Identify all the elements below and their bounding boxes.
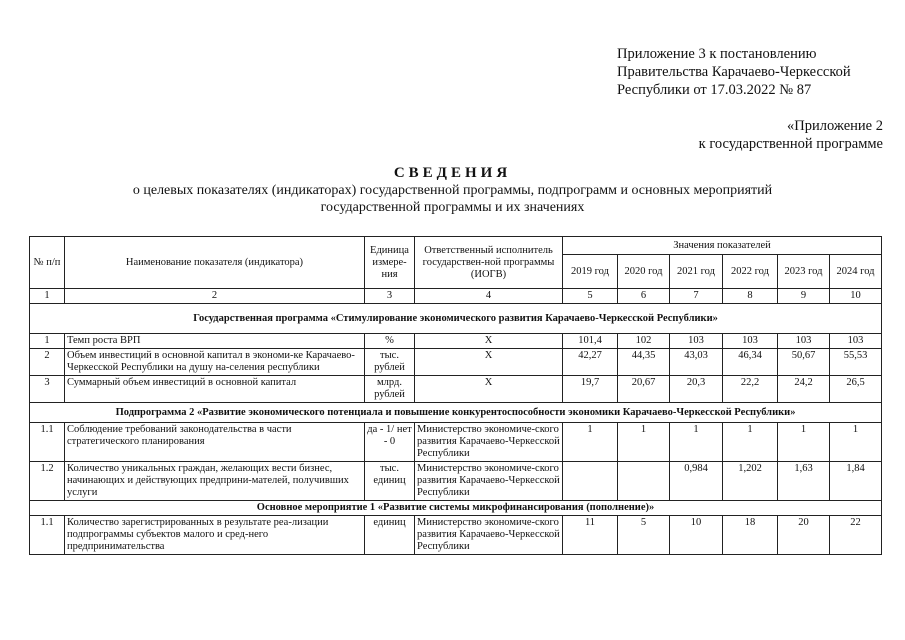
column-number: 7	[670, 289, 723, 304]
header-year: 2019 год	[563, 255, 618, 289]
executor: Министерство экономиче-ского развития Карачаево-Черкесской Республики	[415, 423, 563, 462]
value-cell: 1	[830, 423, 882, 462]
document-subtitle	[60, 182, 845, 216]
table-row	[30, 462, 882, 501]
unit: %	[365, 334, 415, 349]
unit: да - 1/ нет - 0	[365, 423, 415, 462]
value-cell: 43,03	[670, 349, 723, 376]
indicator-name: Объем инвестиций в основной капитал в экономи-ке Карачаево-Черкесской Республики на душу на-селения республики	[65, 349, 365, 376]
column-number: 9	[778, 289, 830, 304]
value-cell	[563, 462, 618, 501]
value-cell: 55,53	[830, 349, 882, 376]
value-cell: 50,67	[778, 349, 830, 376]
value-cell: 1,84	[830, 462, 882, 501]
value-cell: 44,35	[618, 349, 670, 376]
row-number: 1	[30, 334, 65, 349]
value-cell: 1	[723, 423, 778, 462]
section-row	[30, 304, 882, 334]
document-title: СВЕДЕНИЯ	[393, 165, 512, 181]
executor: Министерство экономиче-ского развития Карачаево-Черкесской Республики	[415, 462, 563, 501]
column-number: 4	[415, 289, 563, 304]
value-cell: 42,27	[563, 349, 618, 376]
value-cell: 22,2	[723, 376, 778, 403]
table-row	[30, 349, 882, 376]
value-cell: 26,5	[830, 376, 882, 403]
header-executor: Ответственный исполнитель государствен-ной программы (ИОГВ)	[415, 237, 563, 289]
value-cell: 20	[778, 516, 830, 555]
value-cell: 1	[563, 423, 618, 462]
header-year: 2022 год	[723, 255, 778, 289]
indicator-name: Соблюдение требований законодательства в части стратегического планирования	[65, 423, 365, 462]
header-year: 2021 год	[670, 255, 723, 289]
row-number: 1.1	[30, 516, 65, 555]
value-cell: 11	[563, 516, 618, 555]
column-number: 1	[30, 289, 65, 304]
header-name: Наименование показателя (индикатора)	[65, 237, 365, 289]
column-number: 3	[365, 289, 415, 304]
value-cell: 18	[723, 516, 778, 555]
value-cell: 24,2	[778, 376, 830, 403]
column-numbers-row	[30, 289, 882, 304]
value-cell: 1	[670, 423, 723, 462]
header-values: Значения показателей	[563, 237, 882, 255]
unit: млрд. рублей	[365, 376, 415, 403]
value-cell: 20,3	[670, 376, 723, 403]
section-title: Государственная программа «Стимулирование экономического развития Карачаево-Черкесской Республики»	[30, 304, 882, 334]
header-year: 2023 год	[778, 255, 830, 289]
column-number: 10	[830, 289, 882, 304]
column-number: 6	[618, 289, 670, 304]
subtitle-line-1: о целевых показателях (индикаторах) государственной программы, подпрограмм и основных мероприятий	[132, 183, 773, 198]
row-number: 1.1	[30, 423, 65, 462]
table-row	[30, 516, 882, 555]
header-year: 2024 год	[830, 255, 882, 289]
approval-header	[617, 45, 851, 99]
appendix-line-1: «Приложение 2	[787, 118, 883, 134]
unit: тыс. единиц	[365, 462, 415, 501]
value-cell: 0,984	[670, 462, 723, 501]
executor: Х	[415, 376, 563, 403]
indicator-name: Темп роста ВРП	[65, 334, 365, 349]
table-row	[30, 334, 882, 349]
value-cell: 103	[830, 334, 882, 349]
executor: Министерство экономиче-ского развития Карачаево-Черкесской Республики	[415, 516, 563, 555]
header-year: 2020 год	[618, 255, 670, 289]
value-cell: 1,202	[723, 462, 778, 501]
value-cell	[618, 462, 670, 501]
indicator-name: Суммарный объем инвестиций в основной капитал	[65, 376, 365, 403]
executor: Х	[415, 349, 563, 376]
section-row	[30, 501, 882, 516]
table-row	[30, 423, 882, 462]
indicators-table	[29, 236, 882, 555]
section-title: Подпрограмма 2 «Развитие экономического потенциала и повышение конкурентоспособности экономики Карачаево-Черкесской Республики»	[30, 403, 882, 423]
approval-line-3: Республики от 17.03.2022 № 87	[617, 82, 812, 98]
value-cell: 102	[618, 334, 670, 349]
value-cell: 10	[670, 516, 723, 555]
column-number: 5	[563, 289, 618, 304]
executor: Х	[415, 334, 563, 349]
row-number: 1.2	[30, 462, 65, 501]
value-cell: 1	[778, 423, 830, 462]
unit: единиц	[365, 516, 415, 555]
value-cell: 5	[618, 516, 670, 555]
appendix-line-2: к государственной программе	[698, 136, 883, 152]
column-number: 8	[723, 289, 778, 304]
subtitle-line-2: государственной программы и их значениях	[320, 200, 585, 215]
column-number: 2	[65, 289, 365, 304]
row-number: 3	[30, 376, 65, 403]
table-row	[30, 376, 882, 403]
indicator-name: Количество зарегистрированных в результате реа-лизации подпрограммы субъектов малого и сред-него предпринимательства	[65, 516, 365, 555]
approval-line-1: Приложение 3 к постановлению	[617, 46, 817, 62]
section-row	[30, 403, 882, 423]
section-title: Основное мероприятие 1 «Развитие системы микрофинансирования (пополнение)»	[30, 501, 882, 516]
value-cell: 1,63	[778, 462, 830, 501]
value-cell: 1	[618, 423, 670, 462]
approval-line-2: Правительства Карачаево-Черкесской	[617, 64, 851, 80]
value-cell: 103	[670, 334, 723, 349]
value-cell: 20,67	[618, 376, 670, 403]
value-cell: 103	[723, 334, 778, 349]
value-cell: 22	[830, 516, 882, 555]
appendix-header	[699, 117, 883, 153]
unit: тыс. рублей	[365, 349, 415, 376]
header-num: № п/п	[30, 237, 65, 289]
value-cell: 19,7	[563, 376, 618, 403]
header-unit: Единица измере-ния	[365, 237, 415, 289]
value-cell: 101,4	[563, 334, 618, 349]
row-number: 2	[30, 349, 65, 376]
indicator-name: Количество уникальных граждан, желающих вести бизнес, начинающих и действующих предприни-мателей, получивших услуги	[65, 462, 365, 501]
value-cell: 46,34	[723, 349, 778, 376]
value-cell: 103	[778, 334, 830, 349]
